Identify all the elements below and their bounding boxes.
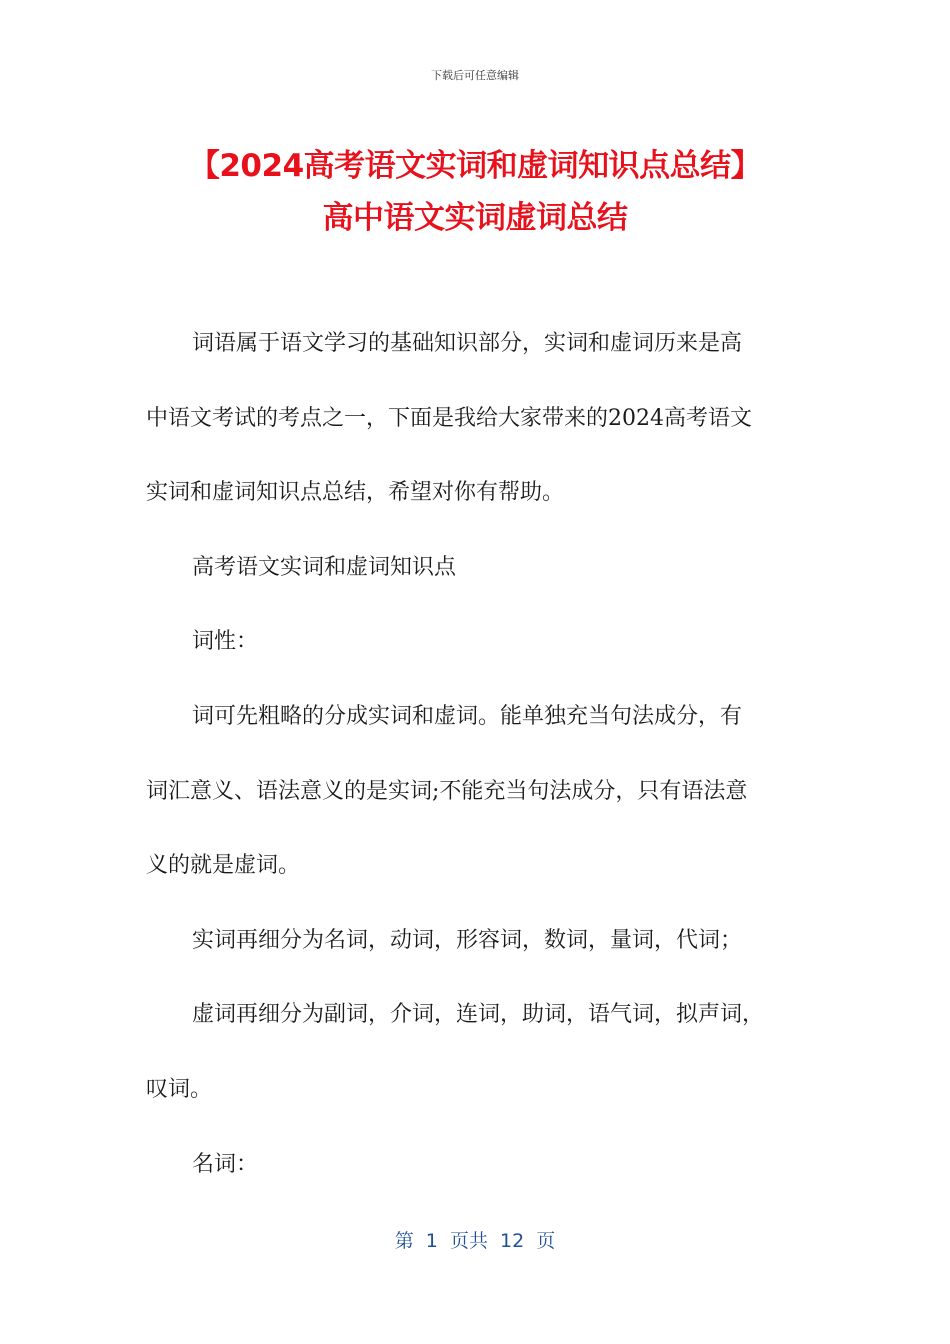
body-line: 叹词。 <box>146 1076 213 1102</box>
title-line-2: 高中语文实词虚词总结 <box>322 200 628 236</box>
body-line: 实词再细分为名词，动词，形容词，数词，量词，代词； <box>192 927 743 953</box>
body-line: 实词和虚词知识点总结，希望对你有帮助。 <box>146 480 565 506</box>
body-line: 虚词再细分为副词，介词，连词，助词，语气词，拟声词， <box>192 1002 765 1028</box>
page-number-footer: 第 1 页共 12 页 <box>394 1230 556 1252</box>
body-line: 义的就是虚词。 <box>146 853 301 879</box>
body-line: 词汇意义、语法意义的是实词;不能充当句法成分，只有语法意 <box>146 778 748 804</box>
title-line-1: 【2024高考语文实词和虚词知识点总结】 <box>188 148 762 184</box>
document-body <box>146 325 806 1220</box>
subheading-noun: 名词： <box>192 1151 259 1177</box>
body-line: 词可先粗略的分成实词和虚词。能单独充当句法成分，有 <box>192 703 743 729</box>
body-line: 中语文考试的考点之一，下面是我给大家带来的2024高考语文 <box>146 405 752 431</box>
subheading-part-of-speech: 词性： <box>192 629 259 655</box>
body-line: 词语属于语文学习的基础知识部分，实词和虚词历来是高 <box>192 331 743 356</box>
document-title <box>60 140 890 244</box>
section-heading: 高考语文实词和虚词知识点 <box>192 554 457 580</box>
header-note: 下载后可任意编辑 <box>431 69 519 82</box>
